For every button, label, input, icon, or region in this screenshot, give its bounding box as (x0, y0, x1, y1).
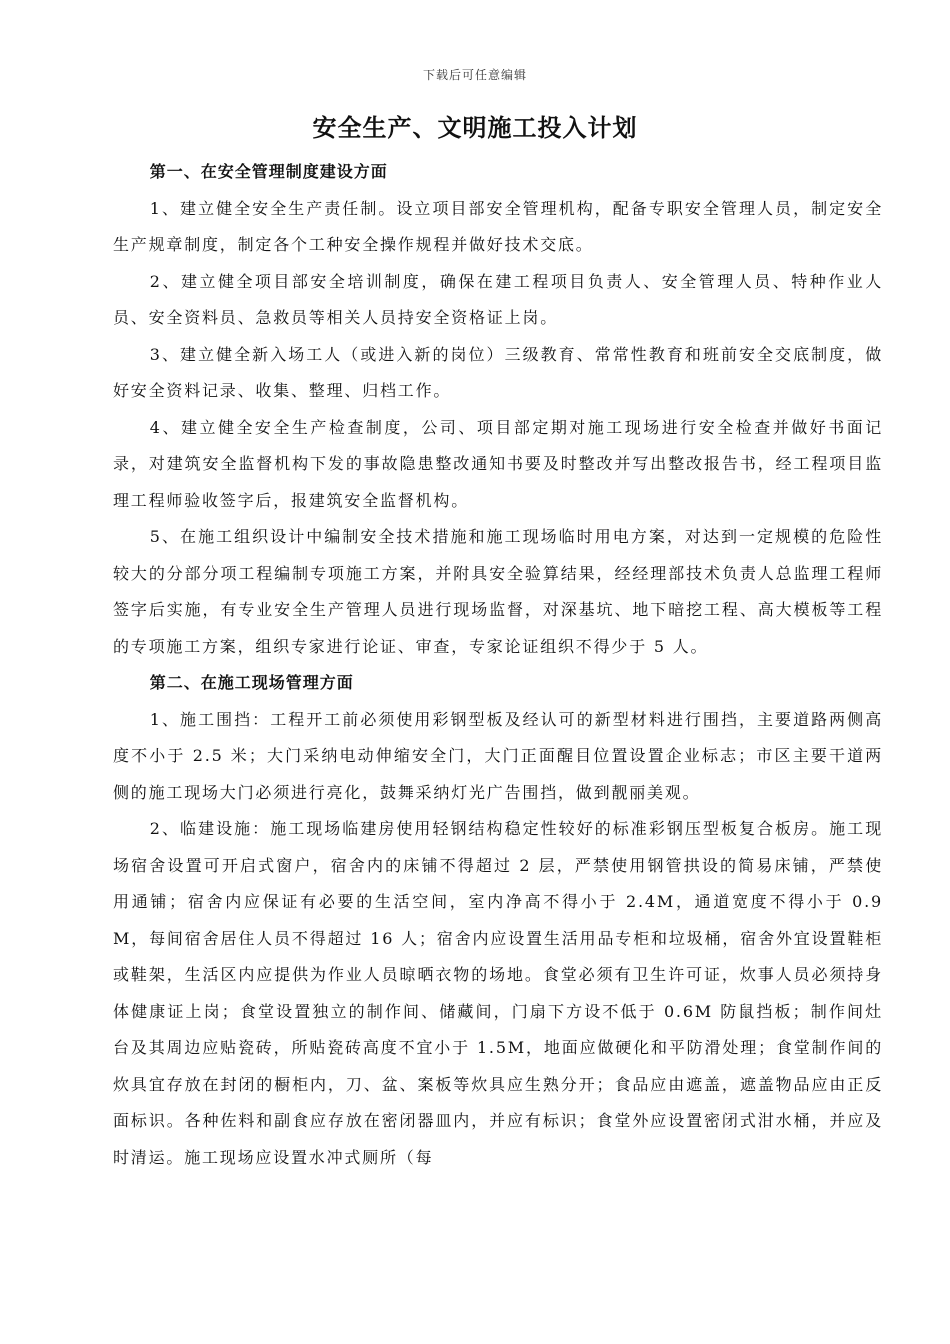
paragraph: 1、建立健全安全生产责任制。设立项目部安全管理机构，配备专职安全管理人员，制定安全生产规章制度，制定各个工种安全操作规程并做好技术交底。 (113, 198, 883, 254)
paragraph: 2、建立健全项目部安全培训制度，确保在建工程项目负责人、安全管理人员、特种作业人员、安全资料员、急救员等相关人员持安全资格证上岗。 (113, 271, 883, 327)
section-heading-1: 第一、在安全管理制度建设方面 (149, 162, 388, 181)
paragraph: 2、临建设施：施工现场临建房使用轻钢结构稳定性较好的标准彩钢压型板复合板房。施工现场宿舍设置可开启式窗户，宿舍内的床铺不得超过 2 层，严禁使用钢管拱设的简易床铺，严禁使用通铺；宿舍内应保证有必要的生活空间，室内净高不得小于 2.4M，通道宽度不得小于 0.9M，每间宿舍居住人员不得超过 16 人；宿舍内应设置生活用品专柜和垃圾桶，宿舍外宜设置鞋柜或鞋架，生活区内应提供为作业人员晾晒衣物的场地。食堂必须有卫生许可证，炊事人员必须持身体健康证上岗；食堂设置独立的制作间、储藏间，门扇下方设不低于 0.6M 防鼠挡板；制作间灶台及其周边应贴瓷砖，所贴瓷砖高度不宜小于 1.5M，地面应做硬化和平防滑处理；食堂制作间的炊具宜存放在封闭的橱柜内，刀、盆、案板等炊具应生熟分开；食品应由遮盖，遮盖物品应由正反面标识。各种佐料和副食应存放在密闭器皿内，并应有标识；食堂外应设置密闭式泔水桶，并应及时清运。施工现场应设置水冲式厕所（每 (113, 819, 883, 1167)
paragraph: 5、在施工组织设计中编制安全技术措施和施工现场临时用电方案，对达到一定规模的危险性较大的分部分项工程编制专项施工方案，并附具安全验算结果，经经理部技术负责人总监理工程师签字后实施，有专业安全生产管理人员进行现场监督，对深基坑、地下暗挖工程、高大模板等工程的专项施工方案，组织专家进行论证、审查，专家论证组织不得少于 5 人。 (113, 527, 883, 656)
section-heading-2: 第二、在施工现场管理方面 (149, 673, 354, 692)
page-title: 安全生产、文明施工投入计划 (312, 114, 638, 142)
paragraph: 1、施工围挡：工程开工前必须使用彩钢型板及经认可的新型材料进行围挡，主要道路两侧高度不小于 2.5 米；大门采纳电动伸缩安全门，大门正面醒目位置设置企业标志；市区主要干道两侧的施工现场大门必须进行亮化，鼓舞采纳灯光广告围挡，做到靓丽美观。 (113, 709, 883, 802)
paragraph: 3、建立健全新入场工人（或进入新的岗位）三级教育、常常性教育和班前安全交底制度，做好安全资料记录、收集、整理、归档工作。 (113, 344, 883, 400)
document-body (113, 154, 883, 1176)
paragraph: 4、建立健全安全生产检查制度，公司、项目部定期对施工现场进行安全检查并做好书面记录，对建筑安全监督机构下发的事故隐患整改通知书要及时整改并写出整改报告书，经工程项目监理工程师验收签字后，报建筑安全监督机构。 (113, 417, 883, 510)
header-note: 下载后可任意编辑 (422, 68, 527, 82)
